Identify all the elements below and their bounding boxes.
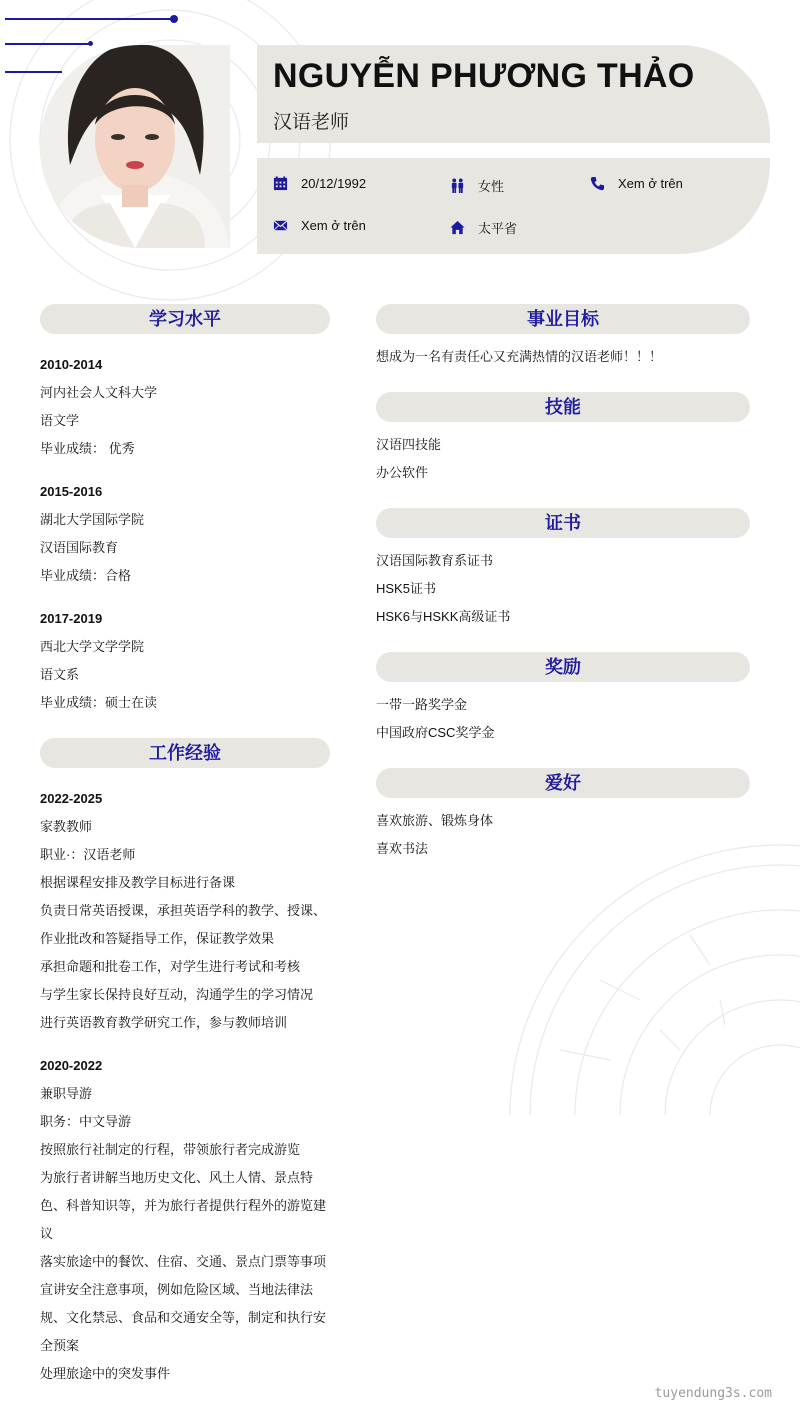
home-icon [450,220,465,235]
award-item: 中国政府CSC奖学金 [376,725,495,740]
objective-section [376,343,750,371]
experience-line: 承担命题和批卷工作，对学生进行考试和考核 [40,959,301,974]
experience-line: 家教教师 [40,819,93,834]
skill-item: 办公软件 [376,465,429,480]
experience-line: 落实旅途中的餐饮、住宿、交通、景点门票等事项 [40,1254,327,1269]
education-line: 湖北大学国际学院 [40,512,145,527]
experience-line: 职业·：汉语老师 [40,847,136,862]
objective-heading: 事业目标 [376,304,750,334]
education-heading: 学习水平 [40,304,330,334]
education-entry [40,478,340,590]
address-text: 太平省 [478,221,518,236]
education-entry [40,351,340,463]
awards-heading: 奖励 [376,652,750,682]
education-line: 毕业成绩： 优秀 [40,441,135,456]
hobbies-section [376,807,750,863]
contact-email [273,218,366,233]
experience-line: 宣讲安全注意事项，例如危险区域、当地法律法 [40,1282,314,1297]
education-line: 语文系 [40,667,80,682]
phone-text: Xem ở trên [618,176,683,191]
person-name: NGUYỄN PHƯƠNG THẢO [273,57,695,95]
experience-entry [40,1052,340,1388]
award-item: 一带一路奖学金 [376,697,468,712]
education-section [40,351,340,717]
contact-panel [257,158,770,254]
objective-line: 想成为一名有责任心又充满热情的汉语老师！！！ [376,349,663,364]
experience-heading: 工作经验 [40,738,330,768]
experience-line: 根据课程安排及教学目标进行备课 [40,875,236,890]
experience-line: 负责日常英语授课，承担英语学科的教学、授课、 [40,903,327,918]
skills-section [376,431,750,487]
skill-item: 汉语四技能 [376,437,442,452]
experience-section [40,785,340,1388]
experience-line: 按照旅行社制定的行程，带领旅行者完成游览 [40,1142,301,1157]
gender-text: 女性 [478,179,505,194]
education-line: 汉语国际教育 [40,540,119,555]
people-icon [450,178,465,193]
experience-line: 兼职导游 [40,1086,93,1101]
education-line: 毕业成绩：合格 [40,568,132,583]
hobby-item: 喜欢书法 [376,841,429,856]
email-text: Xem ở trên [301,218,366,233]
contact-gender [450,176,504,195]
education-line: 西北大学文学学院 [40,639,145,654]
contact-address [450,218,517,237]
name-panel [257,45,770,143]
experience-line: 为旅行者讲解当地历史文化、风土人情、景点特 [40,1170,314,1185]
experience-line: 规、文化禁忌、食品和交通安全等，制定和执行安 [40,1310,327,1325]
experience-line: 职务：中文导游 [40,1114,132,1129]
experience-line: 处理旅途中的突发事件 [40,1366,171,1381]
contact-phone [590,176,683,191]
experience-line: 议 [40,1226,54,1241]
education-line: 毕业成绩：硕士在读 [40,695,158,710]
calendar-icon [273,176,288,191]
education-years: 2010-2014 [40,357,103,372]
hobbies-heading: 爱好 [376,768,750,798]
profile-photo [40,45,230,248]
contact-birthday [273,176,366,191]
birthday-text: 20/12/1992 [301,176,367,191]
certificate-item: 汉语国际教育系证书 [376,553,494,568]
experience-years: 2022-2025 [40,791,103,806]
education-entry [40,605,340,717]
envelope-icon [273,218,288,233]
hobby-item: 喜欢旅游、锻炼身体 [376,813,494,828]
experience-years: 2020-2022 [40,1058,103,1073]
experience-line: 色、科普知识等，并为旅行者提供行程外的游览建 [40,1198,327,1213]
awards-section [376,691,750,747]
education-years: 2017-2019 [40,611,103,626]
education-line: 河内社会人文科大学 [40,385,158,400]
experience-line: 全预案 [40,1338,80,1353]
certificates-section [376,547,750,631]
education-line: 语文学 [40,413,80,428]
certificate-item: HSK5证书 [376,581,436,596]
experience-entry [40,785,340,1037]
experience-line: 与学生家长保持良好互动，沟通学生的学习情况 [40,987,314,1002]
certificates-heading: 证书 [376,508,750,538]
watermark: tuyendung3s.com [654,1386,772,1401]
education-years: 2015-2016 [40,484,103,499]
experience-line: 作业批改和答疑指导工作，保证教学效果 [40,931,275,946]
phone-icon [590,176,605,191]
job-title: 汉语老师 [273,112,350,133]
skills-heading: 技能 [376,392,750,422]
certificate-item: HSK6与HSKK高级证书 [376,609,511,624]
experience-line: 进行英语教育教学研究工作，参与教师培训 [40,1015,288,1030]
